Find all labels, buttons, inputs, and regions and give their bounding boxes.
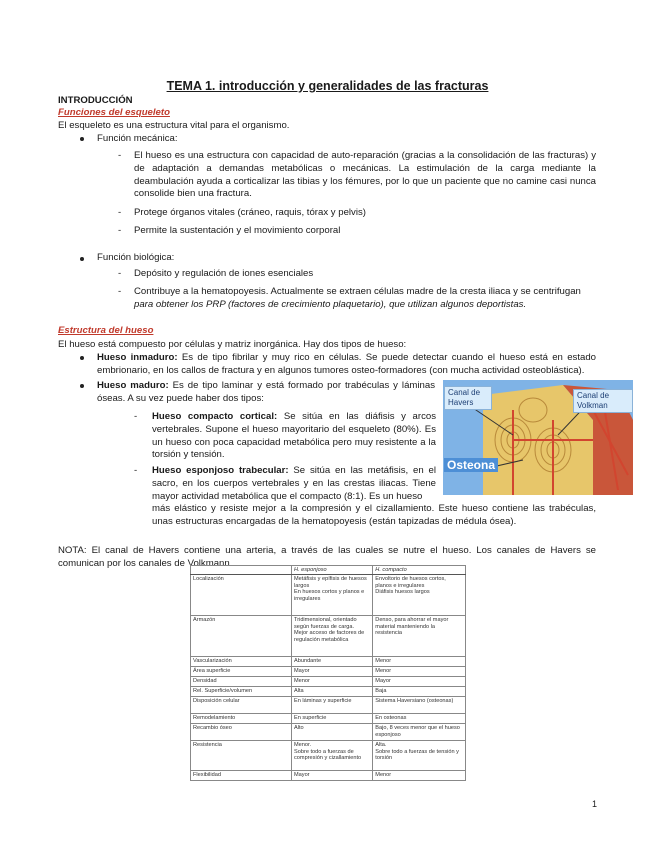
mechanical-item-1: El hueso es una estructura con capacidad de auto-reparación (gracias a la consolidación de las fracturas) y de adaptación a demandas metabólicas o mecánicas. La estimulación de la carga mediante la deambulación ayuda a corticalizar las tibias y los fémures, por lo que un paciente que no camine casi nunca consolide bien una fractura. — [134, 150, 596, 200]
table-cell: Abundante — [292, 657, 373, 667]
bullet-dot — [80, 137, 84, 141]
dash-marker: - — [118, 150, 122, 161]
bullet-dot — [80, 384, 84, 388]
table-cell: Menor — [373, 657, 466, 667]
label-canal-havers: Canal de Havers — [444, 386, 492, 410]
biological-item-1: Depósito y regulación de iones esenciales — [134, 268, 314, 279]
table-row — [191, 697, 466, 714]
table-cell: Mayor — [292, 771, 373, 781]
page-title: TEMA 1. introducción y generalidades de las fracturas — [166, 79, 489, 93]
table-cell: Menor. Sobre todo a fuerzas de compresión y cizallamiento — [292, 741, 373, 771]
table-cell: Alto — [292, 724, 373, 741]
table-row — [191, 667, 466, 677]
intro-heading: INTRODUCCIÓN — [58, 95, 133, 106]
biological-item-2-text: Contribuye a la hematopoyesis. Actualmente se extraen células madre de la cresta iliaca y se centrifugan — [134, 286, 581, 297]
table-cell: Tridimensional, orientado según fuerzas de carga. Mejor acceso de factores de regulación metabólica — [292, 616, 373, 657]
table-header-cell — [191, 566, 292, 575]
table-cell: Densidad — [191, 677, 292, 687]
table-row — [191, 616, 466, 657]
compact-text: Se sitúa en las diáfisis y arcos vertebrales. Supone el hueso mayoritario del esqueleto (80%). Es un hueso con poca capacidad metabólica pero muy resistente a la torsión y tensión. — [152, 411, 436, 461]
dash-marker: - — [134, 411, 138, 422]
table-row — [191, 575, 466, 616]
table-cell: Resistencia — [191, 741, 292, 771]
compact-bone-item — [152, 411, 436, 462]
bullet-dot — [80, 356, 84, 360]
table-cell: Baja — [373, 687, 466, 697]
immature-bone-item — [97, 352, 596, 378]
immature-text: Es de tipo fibrilar y muy rico en células. Se puede detectar cuando el hueso está en estado embrionario, en los callos de fractura y en algunos tumores osteo-formadores (con mucha actividad osteoblástica). — [97, 352, 597, 376]
table-cell: Vascularización — [191, 657, 292, 667]
section-heading-funciones — [58, 107, 598, 120]
table-cell: Envoltorio de huesos cortos, planos e irregulares Diáfisis huesos largos — [373, 575, 466, 616]
label-canal-volkman: Canal de Volkman — [573, 389, 633, 413]
table-cell: Sistema Haversiano (osteonas) — [373, 697, 466, 714]
table-row — [191, 714, 466, 724]
table-header-cell: H. compacto — [373, 566, 466, 575]
table-cell: Metáfisis y epífisis de huesos largos En huesos cortos y planos e irregulares — [292, 575, 373, 616]
spongy-bone-item — [152, 465, 436, 503]
mechanical-item-2: Protege órganos vitales (cráneo, raquis, tórax y pelvis) — [134, 207, 366, 218]
table-cell: Alta. Sobre todo a fuerzas de tensión y torsión — [373, 741, 466, 771]
dash-marker: - — [118, 286, 122, 297]
table-header-row — [191, 566, 466, 575]
table-cell: Mayor — [292, 667, 373, 677]
paragraph-intro: El esqueleto es una estructura vital para el organismo. — [58, 120, 290, 131]
table-row — [191, 677, 466, 687]
mechanical-item-3: Permite la sustentación y el movimiento corporal — [134, 225, 341, 236]
table-cell: Remodelamiento — [191, 714, 292, 724]
table-cell: En osteonas — [373, 714, 466, 724]
table-row — [191, 657, 466, 667]
table-header-cell: H. esponjoso — [292, 566, 373, 575]
section-title-link: Estructura del hueso — [58, 325, 154, 336]
immature-label: Hueso inmaduro: — [97, 352, 178, 363]
bullet-dot — [80, 257, 84, 261]
table-cell: En superficie — [292, 714, 373, 724]
table-cell: Menor — [373, 771, 466, 781]
table-cell: Área superficie — [191, 667, 292, 677]
label-osteona: Osteona — [444, 458, 498, 472]
biological-item-2-italic: para obtener los PRP (factores de crecimiento plaquetario), que utilizan algunos deportistas. — [134, 298, 527, 310]
table-cell: Menor — [373, 667, 466, 677]
table-cell: Rel. Superficie/volumen — [191, 687, 292, 697]
section-heading-estructura — [58, 325, 598, 338]
table-cell: Denso, para ahorrar el mayor material manteniendo la resistencia — [373, 616, 466, 657]
table-cell: Armazón — [191, 616, 292, 657]
compact-label: Hueso compacto cortical: — [152, 411, 278, 422]
table-cell: Alta — [292, 687, 373, 697]
osteon-illustration — [443, 380, 633, 495]
section-title-link: Funciones del esqueleto — [58, 107, 170, 118]
table-cell: Flexibilidad — [191, 771, 292, 781]
biological-label: Función biológica: — [97, 252, 175, 263]
table-cell: Recambio óseo — [191, 724, 292, 741]
table-row — [191, 687, 466, 697]
table-row — [191, 741, 466, 771]
spongy-bone-continuation: más elástico y resiste mejor a la compresión y el cizallamiento. Este hueso contiene las trabéculas, unas estructuras encargadas de la hematopoyesis (están tapizadas de médula ósea). — [152, 503, 596, 527]
table-row — [191, 771, 466, 781]
paragraph-estructura: El hueso está compuesto por células y matriz inorgánica. Hay dos tipos de hueso: — [58, 339, 407, 350]
spongy-text-a: Se sitúa en las metáfisis, en el sacro, en los cuerpos vertebrales y en las crestas iliacas. Tiene mayor actividad metabólica que el compacto (8:1). Es un hueso — [152, 465, 436, 502]
table-cell: Bajo, 8 veces menor que el hueso esponjoso — [373, 724, 466, 741]
spongy-label: Hueso esponjoso trabecular: — [152, 465, 289, 476]
table-cell: Menor — [292, 677, 373, 687]
mature-label: Hueso maduro: — [97, 380, 169, 391]
page-number: 1 — [592, 799, 598, 809]
dash-marker: - — [118, 225, 122, 236]
note-paragraph: NOTA: El canal de Havers contiene una arteria, a través de las cuales se nutre el hueso. Los canales de Havers se comunican por los canales de Volkmann. — [58, 545, 596, 569]
table-cell: Localización — [191, 575, 292, 616]
mechanical-label: Función mecánica: — [97, 133, 178, 144]
bone-comparison-table — [190, 565, 466, 781]
table-row — [191, 724, 466, 741]
dash-marker: - — [118, 268, 122, 279]
mature-bone-item — [97, 380, 435, 406]
dash-marker: - — [118, 207, 122, 218]
mature-text: Es de tipo laminar y está formado por trabéculas y láminas óseas. A su vez puede haber dos tipos: — [97, 380, 435, 404]
dash-marker: - — [134, 465, 138, 476]
table-cell: Mayor — [373, 677, 466, 687]
table-cell: En láminas y superficie — [292, 697, 373, 714]
biological-item-2 — [134, 286, 596, 312]
table-cell: Disposición celular — [191, 697, 292, 714]
